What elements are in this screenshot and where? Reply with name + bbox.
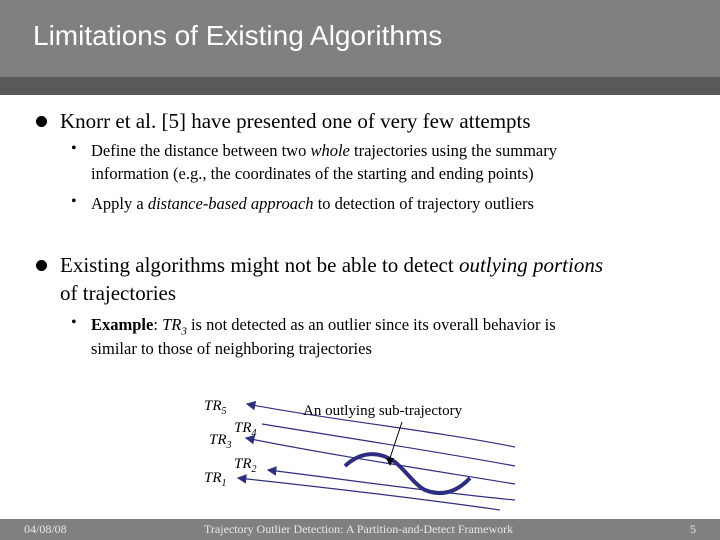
sub-bullet-1-line2: information (e.g., the coordinates of the starting and ending points): [91, 164, 534, 183]
footer-date: 04/08/08: [24, 522, 67, 536]
label-tr2: $TR_2$: [234, 456, 257, 475]
bullet-2-line2: of trajectories: [60, 281, 177, 305]
sub-bullet-1-line1: Define the distance between two whole trajectories using the summary: [91, 141, 558, 160]
label-tr5: $TR_5$: [204, 398, 227, 417]
sub-bullet-3-line1: Example: $TR_3$ is not detected as an outlier since its overall behavior is: [91, 315, 556, 338]
bullet-2-line1: Existing algorithms might not be able to detect outlying portions: [60, 253, 604, 277]
footer-title: Trajectory Outlier Detection: A Partition-and-Detect Framework: [204, 522, 514, 536]
sub-bullet-3-line2: similar to those of neighboring trajectories: [91, 339, 372, 358]
sub-bullet-dot-3: •: [71, 314, 77, 331]
label-tr3: $TR_3$: [209, 432, 232, 451]
page-number: 5: [690, 522, 696, 536]
slide-title: Limitations of Existing Algorithms: [33, 20, 443, 51]
label-tr1: $TR_1$: [204, 470, 227, 489]
label-tr4: $TR_4$: [234, 420, 257, 439]
outlier-annotation-label: An outlying sub-trajectory: [303, 403, 463, 419]
sub-bullet-dot-2: •: [71, 193, 77, 210]
bullet-1-text: Knorr et al. [5] have presented one of very few attempts: [60, 109, 531, 133]
trajectory-tr3: [246, 438, 515, 484]
sub-bullet-2-text: Apply a distance-based approach to detection of trajectory outliers: [91, 194, 534, 213]
sub-bullet-dot-1: •: [71, 140, 77, 157]
